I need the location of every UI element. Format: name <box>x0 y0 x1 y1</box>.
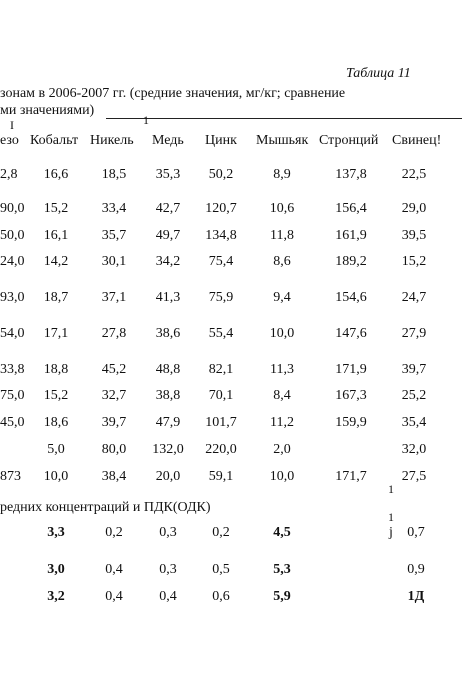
table-cell: 154,6 <box>335 290 367 305</box>
table-cell: 147,6 <box>335 326 367 341</box>
table-row <box>0 201 471 219</box>
table-cell: 220,0 <box>205 442 237 457</box>
table-cell: 24,0 <box>0 254 25 269</box>
table-cell: 59,1 <box>208 469 234 484</box>
table-cell: 75,0 <box>0 388 25 403</box>
table-cell: 873 <box>0 469 21 484</box>
table-row <box>0 442 471 460</box>
table-cell: 35,4 <box>401 415 427 430</box>
table-cell: 8,6 <box>273 254 291 269</box>
table-cell: 0,4 <box>105 589 123 604</box>
table-row <box>0 388 471 406</box>
table-cell: 42,7 <box>155 201 181 216</box>
table-cell: 33,8 <box>0 362 25 377</box>
table-cell: 18,6 <box>43 415 69 430</box>
table-cell: 0,5 <box>212 562 230 577</box>
table-cell: 16,6 <box>43 167 69 182</box>
table-row <box>0 254 471 272</box>
table-cell: 134,8 <box>205 228 237 243</box>
column-header: Стронций <box>319 133 379 148</box>
table-cell: 0,4 <box>105 562 123 577</box>
table-cell: 32,7 <box>101 388 127 403</box>
table-cell: 50,0 <box>0 228 25 243</box>
table-cell: 54,0 <box>0 326 25 341</box>
table-cell: 5,0 <box>47 442 65 457</box>
table-cell: 75,4 <box>208 254 234 269</box>
table-cell: 27,9 <box>401 326 427 341</box>
caption-rule <box>106 118 462 119</box>
table-row <box>0 469 471 487</box>
stray-mark: 1 <box>388 482 394 496</box>
column-header: езо <box>0 133 19 148</box>
table-cell: 82,1 <box>208 362 234 377</box>
table-cell: 11,3 <box>270 362 294 377</box>
table-cell: 90,0 <box>0 201 25 216</box>
table-cell: 38,6 <box>155 326 181 341</box>
table-cell: 0,2 <box>212 525 230 540</box>
table-cell: 171,7 <box>335 469 367 484</box>
table-cell: 101,7 <box>205 415 237 430</box>
table-cell: 11,8 <box>270 228 294 243</box>
table-cell: 22,5 <box>401 167 427 182</box>
column-header: Медь <box>152 133 184 148</box>
table-cell: 10,0 <box>269 469 295 484</box>
table-cell: 120,7 <box>205 201 237 216</box>
column-header: Цинк <box>205 133 237 148</box>
table-row <box>0 415 471 433</box>
table-row <box>0 525 471 543</box>
table-cell: 3,0 <box>47 562 65 577</box>
table-cell: 11,2 <box>270 415 294 430</box>
table-cell: 2,8 <box>0 167 18 182</box>
table-cell: 161,9 <box>335 228 367 243</box>
table-row <box>0 290 471 308</box>
table-cell: 37,1 <box>101 290 127 305</box>
ratio-section-caption: редних концентраций и ПДК(ОДК) <box>0 500 211 515</box>
table-cell: 159,9 <box>335 415 367 430</box>
table-cell: 38,4 <box>101 469 127 484</box>
table-cell: 189,2 <box>335 254 367 269</box>
table-cell: 10,0 <box>269 326 295 341</box>
table-cell: 10,6 <box>269 201 295 216</box>
table-cell: 171,9 <box>335 362 367 377</box>
table-cell: 70,1 <box>208 388 234 403</box>
table-cell: 0,4 <box>159 589 177 604</box>
table-row <box>0 362 471 380</box>
table-cell: 15,2 <box>43 201 69 216</box>
stray-mark: 1 <box>143 113 149 127</box>
table-cell: 30,1 <box>101 254 127 269</box>
table-cell: 18,7 <box>43 290 69 305</box>
table-cell: 49,7 <box>155 228 181 243</box>
table-cell: 35,7 <box>101 228 127 243</box>
table-cell: 0,3 <box>159 562 177 577</box>
table-cell: j <box>389 525 393 540</box>
column-header: Свинец! <box>392 133 442 148</box>
table-cell: 27,5 <box>401 469 427 484</box>
table-cell: 93,0 <box>0 290 25 305</box>
table-cell: 15,2 <box>43 388 69 403</box>
table-cell: 137,8 <box>335 167 367 182</box>
table-cell: 45,2 <box>101 362 127 377</box>
column-header: Кобальт <box>30 133 79 148</box>
table-cell: 55,4 <box>208 326 234 341</box>
table-cell: 39,7 <box>101 415 127 430</box>
stray-mark: 1 <box>388 510 394 524</box>
table-cell: 132,0 <box>152 442 184 457</box>
table-cell: 39,5 <box>401 228 427 243</box>
table-caption-line-1: зонам в 2006-2007 гг. (средние значения, мг/кг; сравнение <box>0 86 346 101</box>
table-cell: 17,1 <box>43 326 69 341</box>
table-cell: 24,7 <box>401 290 427 305</box>
table-cell: 0,7 <box>407 525 425 540</box>
column-header: Никель <box>90 133 134 148</box>
table-cell: 39,7 <box>401 362 427 377</box>
table-cell: 18,8 <box>43 362 69 377</box>
table-cell: 14,2 <box>43 254 69 269</box>
table-cell: 0,2 <box>105 525 123 540</box>
table-cell: 20,0 <box>155 469 181 484</box>
table-cell: 0,6 <box>212 589 230 604</box>
table-cell: 25,2 <box>401 388 427 403</box>
table-cell: 32,0 <box>401 442 427 457</box>
table-row <box>0 589 471 607</box>
table-cell: 45,0 <box>0 415 25 430</box>
table-cell: 0,9 <box>407 562 425 577</box>
table-cell: 156,4 <box>335 201 367 216</box>
table-cell: 33,4 <box>101 201 127 216</box>
table-cell: 34,2 <box>155 254 181 269</box>
table-cell: 5,9 <box>273 589 291 604</box>
table-cell: 27,8 <box>101 326 127 341</box>
table-cell: 1Д <box>407 589 425 604</box>
table-cell: 3,3 <box>47 525 65 540</box>
table-cell: 18,5 <box>101 167 127 182</box>
table-cell: 15,2 <box>401 254 427 269</box>
table-cell: 8,4 <box>273 388 291 403</box>
table-caption-line-2: ми значениями) <box>0 103 95 118</box>
table-row <box>0 326 471 344</box>
table-label: Таблица 11 <box>346 66 411 81</box>
table-cell: 35,3 <box>155 167 181 182</box>
table-row <box>0 562 471 580</box>
table-cell: 167,3 <box>335 388 367 403</box>
table-cell: 50,2 <box>208 167 234 182</box>
stray-mark: I <box>10 118 14 132</box>
table-cell: 75,9 <box>208 290 234 305</box>
table-cell: 2,0 <box>273 442 291 457</box>
table-cell: 8,9 <box>273 167 291 182</box>
table-cell: 0,3 <box>159 525 177 540</box>
column-header: Мышьяк <box>256 133 309 148</box>
table-cell: 80,0 <box>101 442 127 457</box>
table-cell: 38,8 <box>155 388 181 403</box>
table-cell: 47,9 <box>155 415 181 430</box>
table-cell: 3,2 <box>47 589 65 604</box>
table-cell: 41,3 <box>155 290 181 305</box>
table-row <box>0 228 471 246</box>
table-cell: 29,0 <box>401 201 427 216</box>
table-cell: 10,0 <box>43 469 69 484</box>
table-cell: 5,3 <box>273 562 291 577</box>
table-cell: 16,1 <box>43 228 69 243</box>
table-row <box>0 167 471 185</box>
table-cell: 9,4 <box>273 290 291 305</box>
table-cell: 4,5 <box>273 525 291 540</box>
table-cell: 48,8 <box>155 362 181 377</box>
